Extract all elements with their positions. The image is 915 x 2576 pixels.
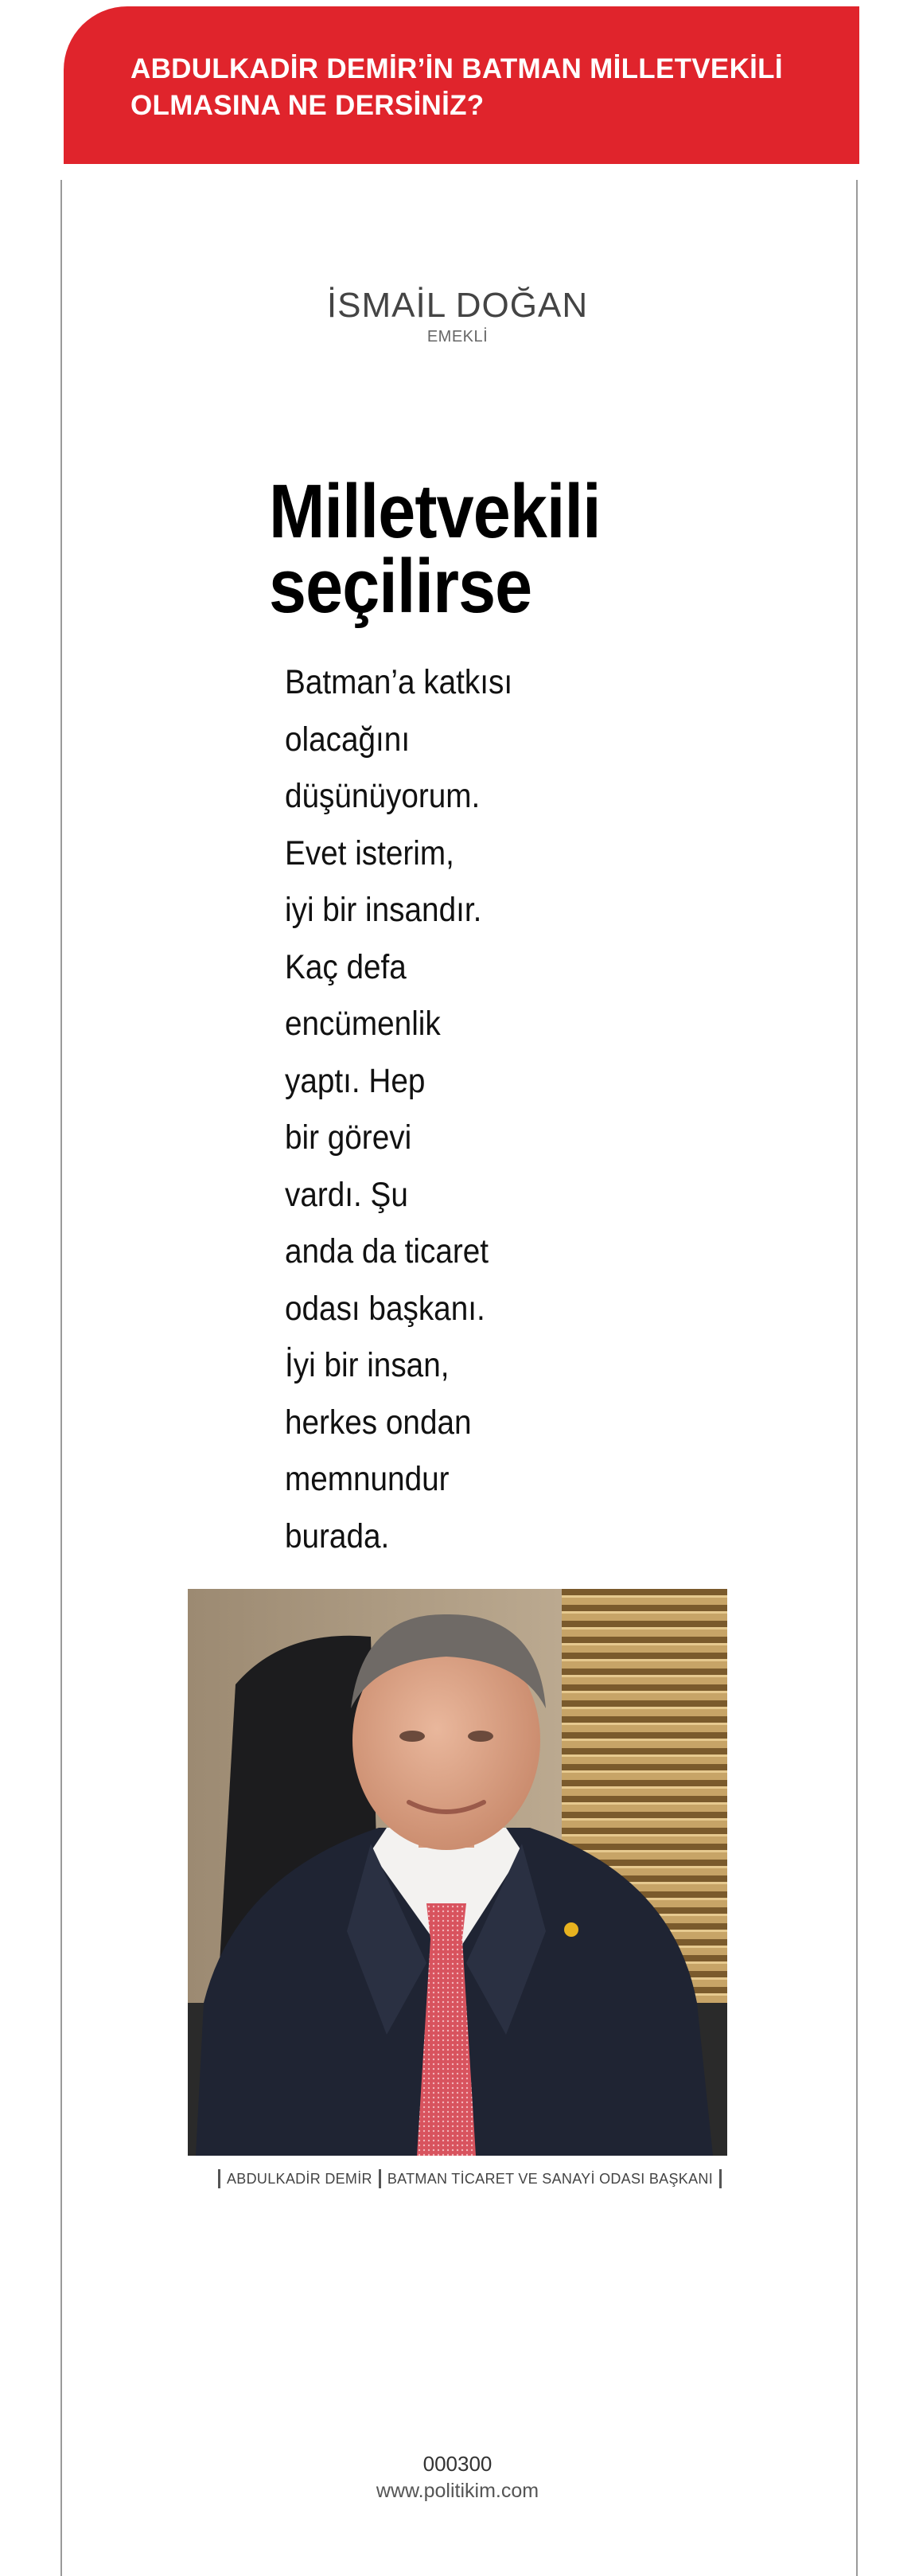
- caption-divider: [218, 2169, 220, 2188]
- quote-line: Batman’a katkısı: [285, 663, 513, 701]
- quote-line: herkes ondan: [285, 1403, 472, 1442]
- headline-line-2: seçilirse: [269, 544, 532, 629]
- caption-name: ABDULKADİR DEMİR: [227, 2170, 372, 2187]
- quote-line: Kaç defa: [285, 947, 407, 986]
- quote-line: encümenlik: [285, 1005, 441, 1043]
- banner-title: ABDULKADİR DEMİR’İN BATMAN MİLLETVEKİLİ OLMASINA NE DERSİNİZ?: [130, 53, 783, 121]
- quote-body: [285, 654, 619, 1565]
- quote-line: yaptı. Hep: [285, 1061, 426, 1100]
- portrait-illustration: [188, 1589, 727, 2156]
- headline-line-1: Milletvekili: [269, 469, 601, 554]
- caption-divider: [719, 2169, 722, 2188]
- portrait-photo: [188, 1589, 727, 2156]
- quote-line: vardı. Şu: [285, 1175, 408, 1214]
- author-name: İSMAİL DOĞAN: [326, 286, 589, 325]
- quote-line: olacağını: [285, 720, 411, 759]
- page-code: 000300: [422, 2452, 493, 2476]
- quote-line: düşünüyorum.: [285, 777, 481, 815]
- caption-title: BATMAN TİCARET VE SANAYİ ODASI BAŞKANI: [387, 2170, 714, 2187]
- author-block: [0, 285, 915, 346]
- quote-line: odası başkanı.: [285, 1289, 485, 1328]
- page-footer: [0, 2450, 915, 2504]
- photo-caption: [212, 2167, 728, 2191]
- quote-line: anda da ticaret: [285, 1232, 489, 1270]
- author-role: EMEKLİ: [426, 328, 489, 345]
- quote-line: memnundur: [285, 1460, 450, 1498]
- quote-line: iyi bir insandır.: [285, 891, 482, 929]
- quote-line: bir görevi: [285, 1118, 412, 1157]
- quote-line: Evet isterim,: [285, 833, 454, 872]
- header-banner: [64, 6, 859, 164]
- headline: [269, 469, 633, 629]
- caption-divider: [379, 2169, 381, 2188]
- quote-line: burada.: [285, 1516, 390, 1555]
- quote-line: İyi bir insan,: [285, 1346, 450, 1384]
- website-link[interactable]: www.politikim.com: [376, 2480, 539, 2502]
